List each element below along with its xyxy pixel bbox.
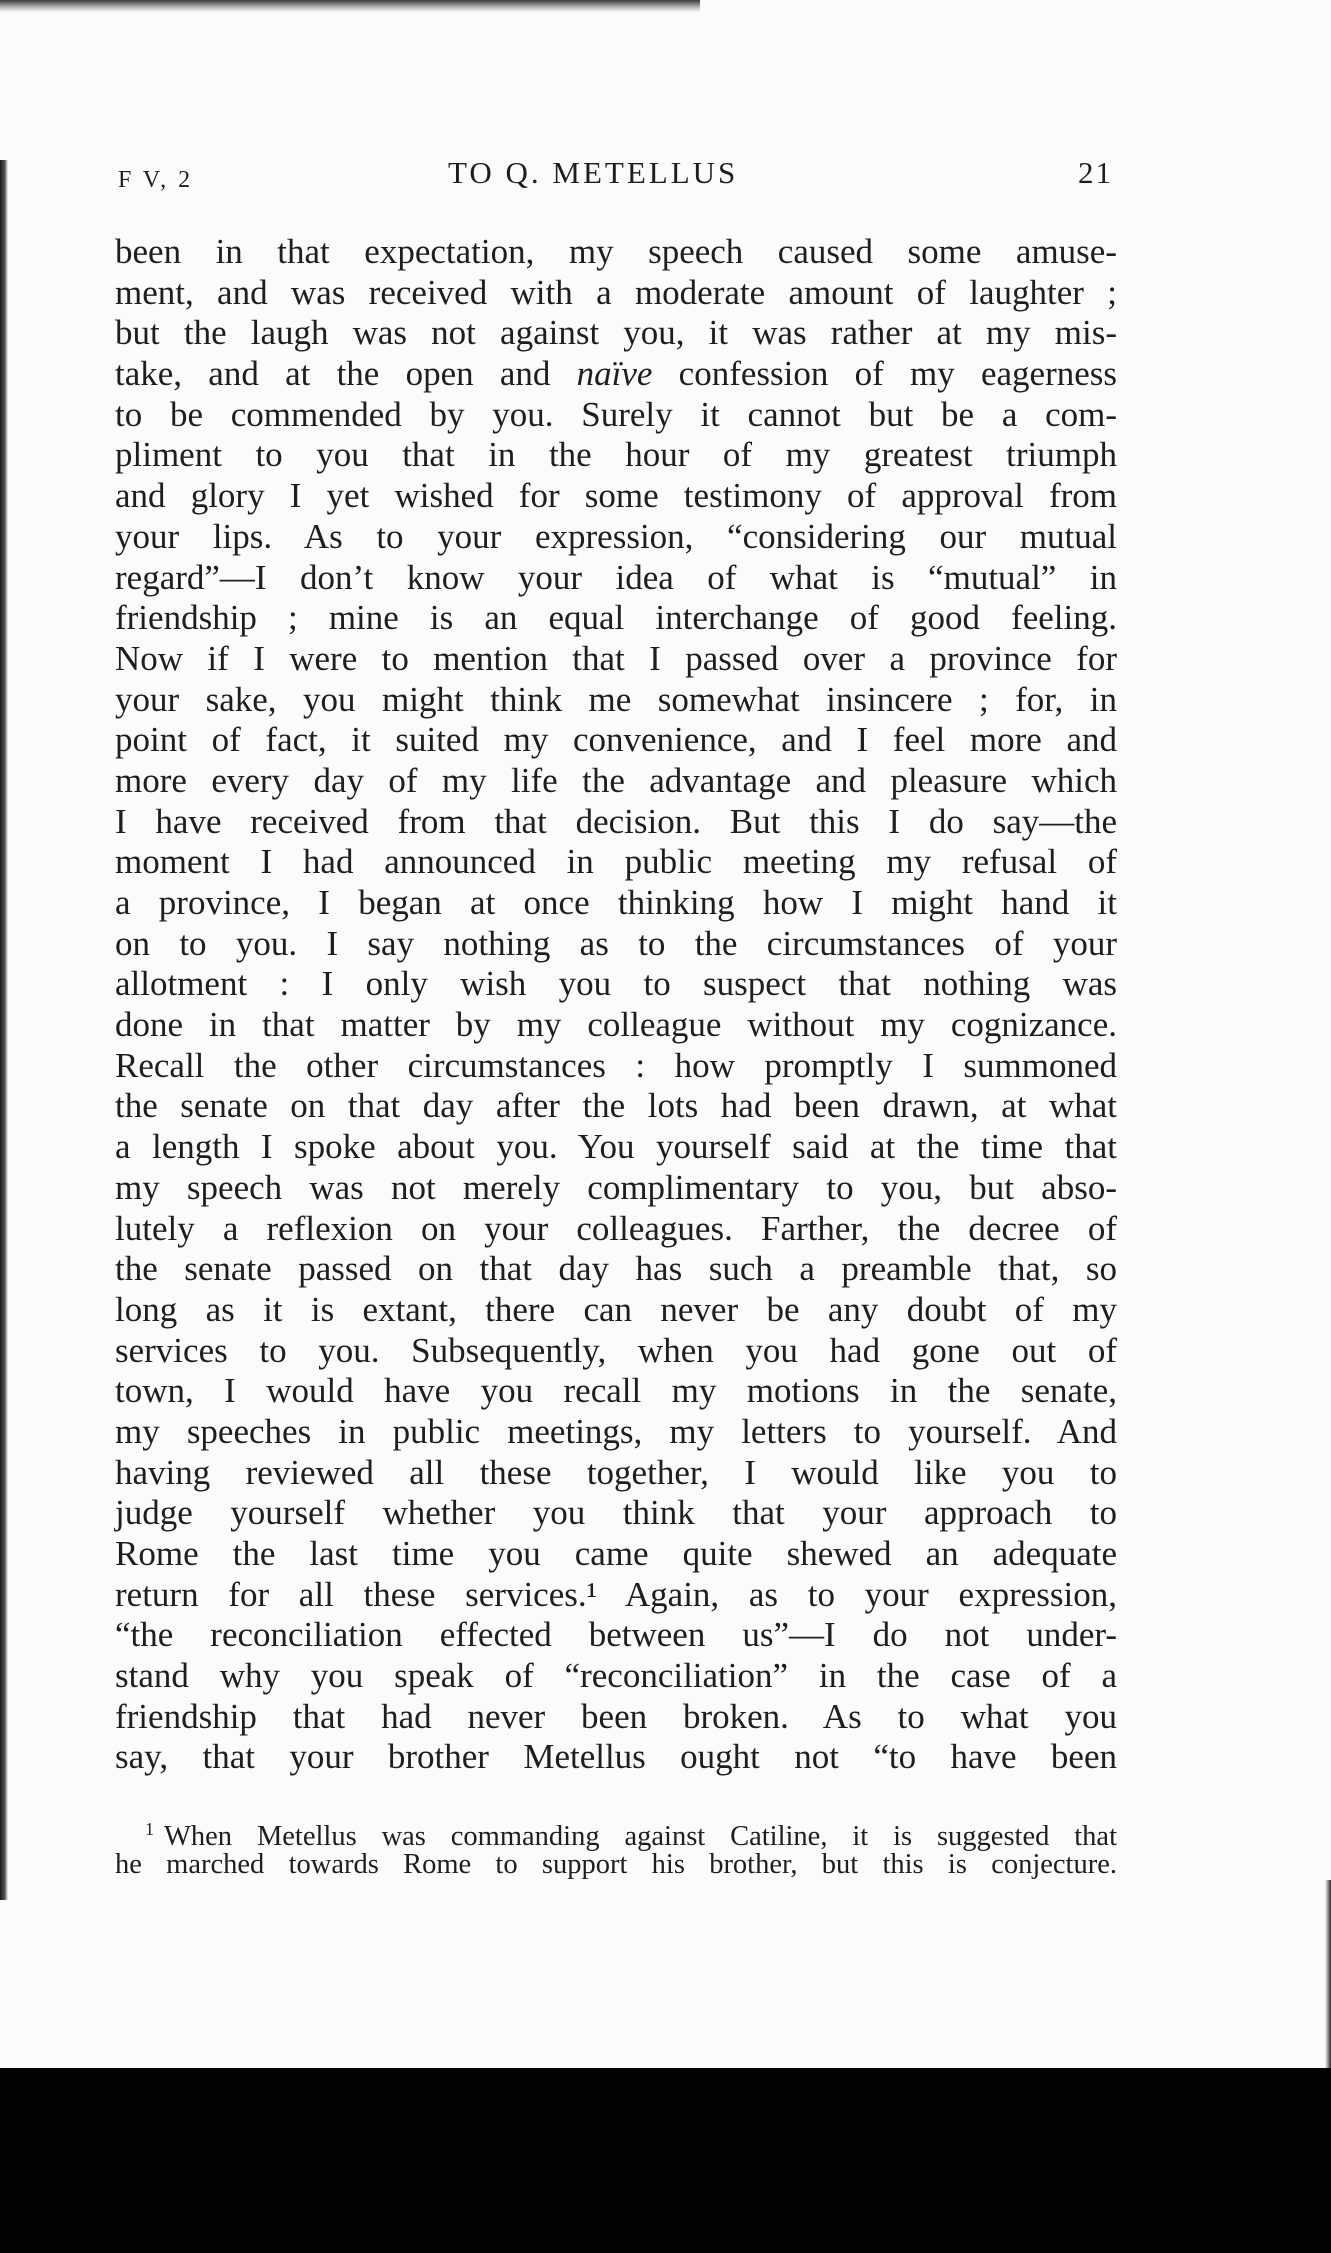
text-line: friendship ; mine is an equal interchange of good feeling. (115, 598, 1117, 638)
text-line: my speeches in public meetings, my letters to yourself. And (115, 1411, 1117, 1451)
text-line: to be commended by you. Surely it cannot but be a com- (115, 394, 1117, 434)
text-line: allotment : I only wish you to suspect that nothing was (115, 964, 1117, 1004)
footnote (115, 1812, 1117, 1882)
footnote-line (115, 1812, 1117, 1852)
text-line: having reviewed all these together, I would like you to (115, 1452, 1117, 1492)
text-line: the senate passed on that day has such a preamble that, so (115, 1249, 1117, 1289)
footnote-line: he marched towards Rome to support his brother, but this is conjecture. (115, 1849, 1117, 1880)
text-line: Rome the last time you came quite shewed an adequate (115, 1534, 1117, 1573)
scan-right-edge (1325, 1880, 1331, 2080)
text-line: return for all these services.¹ Again, as to your expression, (115, 1574, 1117, 1614)
text-line: the senate on that day after the lots had been drawn, at what (115, 1086, 1117, 1126)
text-line: your lips. As to your expression, “considering our mutual (115, 516, 1117, 556)
text-line: my speech was not merely complimentary to you, but abso- (115, 1167, 1117, 1207)
page-number: 21 (1078, 155, 1113, 190)
italic-word: naïve (576, 354, 653, 394)
scan-bottom-band (0, 2068, 1331, 2253)
text-line: a length I spoke about you. You yourself said at the time that (115, 1127, 1117, 1167)
text-line: stand why you speak of “reconciliation” in the case of a (115, 1656, 1117, 1696)
text-line: Now if I were to mention that I passed over a province for (115, 638, 1117, 678)
text-line: moment I had announced in public meeting my refusal of (115, 842, 1117, 882)
page-title: TO Q. METELLUS (448, 155, 739, 190)
text-line: long as it is extant, there can never be any doubt of my (115, 1289, 1117, 1329)
scan-top-edge (0, 0, 700, 12)
text-line: and glory I yet wished for some testimony of approval from (115, 476, 1117, 516)
text-line: “the reconciliation effected between us”—I do not under- (115, 1615, 1117, 1655)
body-text (115, 232, 1117, 1778)
text-line: on to you. I say nothing as to the circumstances of your (115, 923, 1117, 963)
text-line: done in that matter by my colleague without my cognizance. (115, 1005, 1117, 1045)
text-line: friendship that had never been broken. As to what you (115, 1696, 1117, 1736)
text-fragment: take, and at the open and (115, 354, 577, 394)
text-line: your sake, you might think me somewhat insincere ; for, in (115, 679, 1117, 719)
scan-left-edge (0, 160, 8, 1900)
text-line: Recall the other circumstances : how promptly I summoned (115, 1045, 1117, 1085)
footnote-marker: 1 (145, 1819, 154, 1839)
text-line: pliment to you that in the hour of my greatest triumph (115, 435, 1117, 475)
section-reference: F V, 2 (118, 167, 194, 193)
footnote-text: When Metellus was commanding against Catiline, it is suggested that (164, 1821, 1117, 1852)
text-line: services to you. Subsequently, when you had gone out of (115, 1330, 1117, 1370)
text-line: regard”—I don’t know your idea of what is “mutual” in (115, 557, 1117, 597)
text-line: a province, I began at once thinking how I might hand it (115, 883, 1117, 922)
text-line: more every day of my life the advantage and pleasure which (115, 760, 1117, 800)
text-line: but the laugh was not against you, it was rather at my mis- (115, 313, 1117, 353)
text-line: say, that your brother Metellus ought not “to have been (115, 1737, 1117, 1777)
text-line: lutely a reflexion on your colleagues. Farther, the decree of (115, 1208, 1117, 1248)
text-line: judge yourself whether you think that your approach to (115, 1493, 1117, 1533)
text-line: point of fact, it suited my convenience, and I feel more and (115, 720, 1117, 760)
text-line-with-italic (115, 354, 1117, 395)
text-fragment: confession of my eagerness (652, 354, 1117, 394)
text-line: ment, and was received with a moderate amount of laughter ; (115, 272, 1117, 312)
text-line: been in that expectation, my speech caused some amuse- (115, 232, 1117, 271)
text-line: town, I would have you recall my motions in the senate, (115, 1371, 1117, 1411)
text-line: I have received from that decision. But this I do say—the (115, 801, 1117, 841)
running-head (118, 155, 1118, 195)
